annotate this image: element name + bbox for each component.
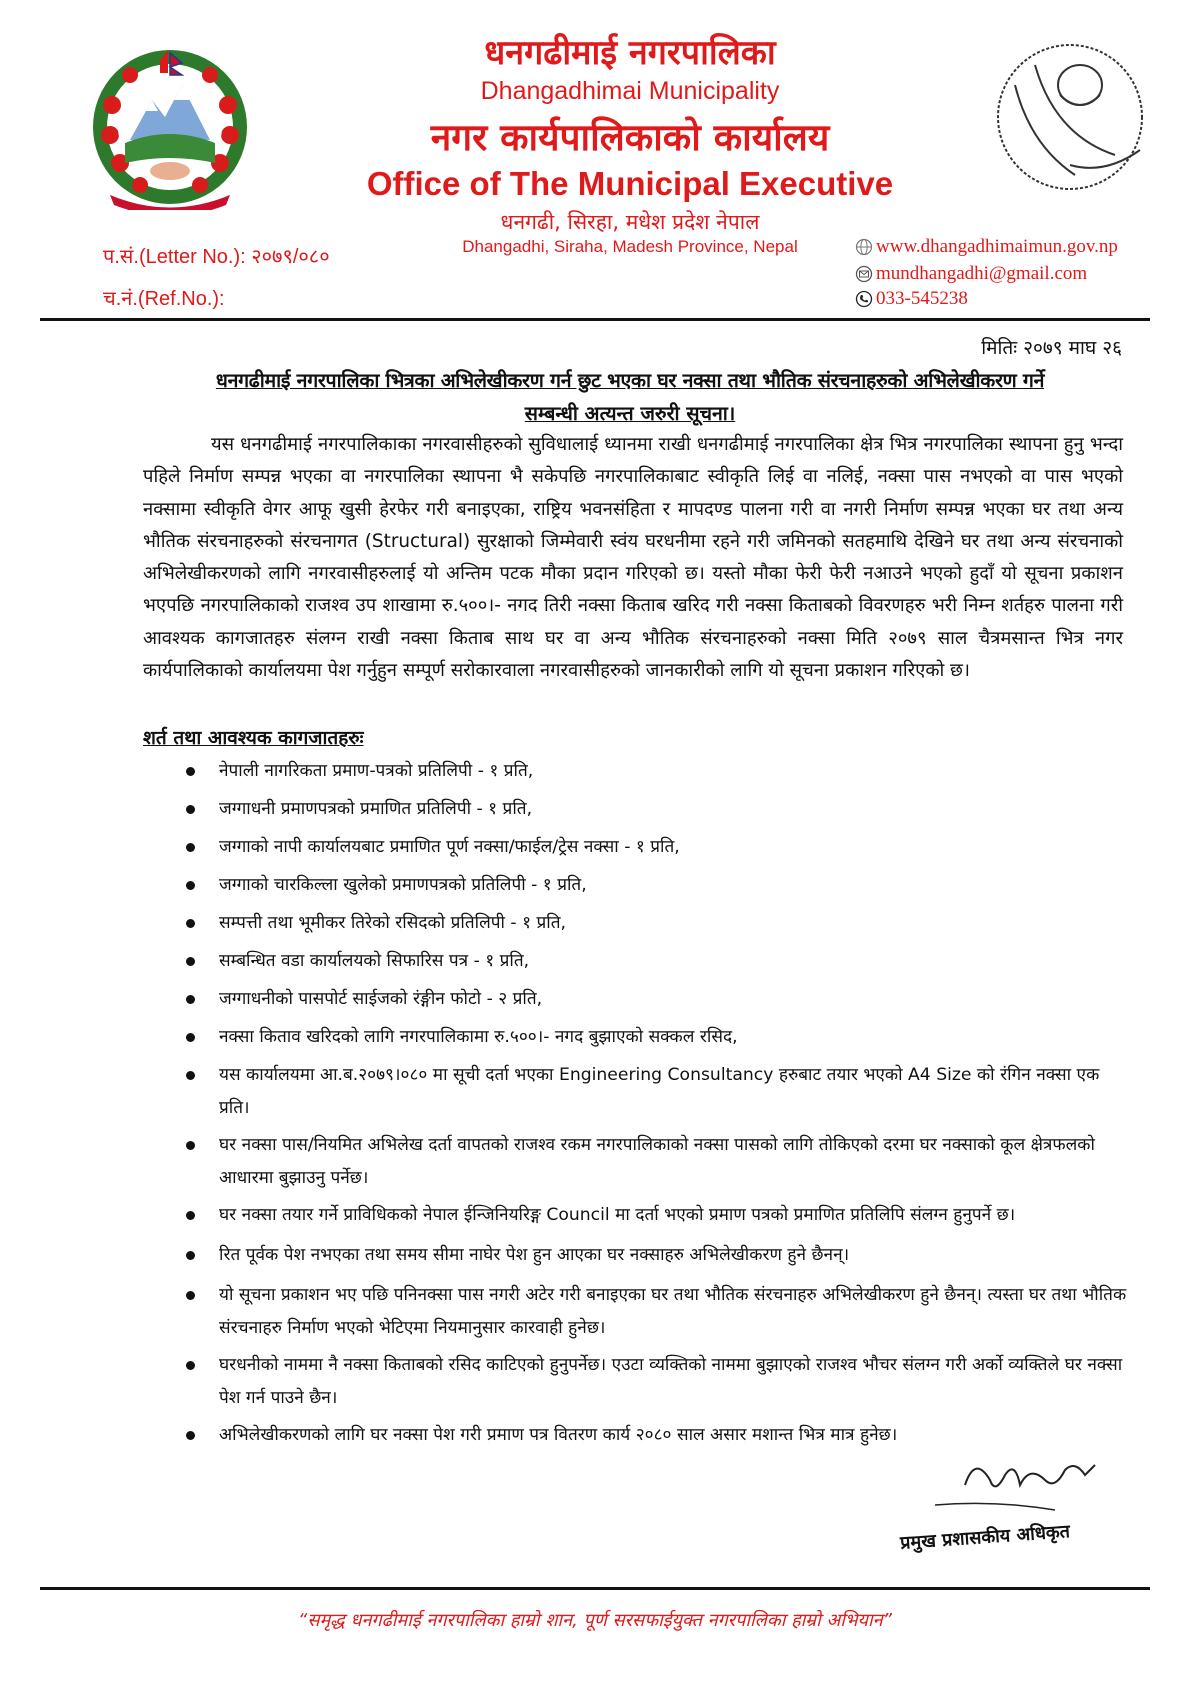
list-item: जग्गाधनी प्रमाणपत्रको प्रमाणित प्रतिलिपी - १ प्रति, — [180, 793, 1130, 826]
bullet-icon — [186, 919, 195, 928]
letterhead — [0, 0, 1190, 320]
website-link[interactable]: www.dhangadhimaimun.gov.np — [876, 236, 1118, 257]
bullet-icon — [186, 805, 195, 814]
email-link[interactable]: mundhangadhi@gmail.com — [876, 263, 1088, 284]
bullet-icon — [186, 1431, 195, 1440]
list-item: घरधनीको नाममा नै नक्सा किताबको रसिद काटिएको हुनुपर्नेछ। एउटा व्यक्तिको नाममा बुझाएको राजश्व भौचर संलग्न गरी अर्को व्यक्तिले घर नक्सा पेश गर्न पाउने छैन। — [180, 1349, 1130, 1414]
footer-motto: “समृद्ध धनगढीमाई नगरपालिका हाम्रो शान, पूर्ण सरसफाईयुक्त नगरपालिका हाम्रो अभियान” — [298, 1610, 892, 1631]
office-seal-stamp — [975, 25, 1165, 210]
globe-icon — [855, 238, 873, 256]
notice-title-line1: धनगढीमाई नगरपालिका भित्रका अभिलेखीकरण गर्न छुट भएका घर नक्सा तथा भौतिक संरचनाहरुको अभिलेखीकरण गर्ने — [215, 369, 1045, 392]
bullet-icon — [186, 1211, 195, 1220]
phone-number: 033-545238 — [876, 288, 968, 309]
notice-body-paragraph — [143, 429, 1123, 687]
bullet-icon — [186, 881, 195, 890]
bullet-icon — [186, 957, 195, 966]
bullet-icon — [186, 1361, 195, 1370]
list-item: यस कार्यालयमा आ.ब.२०७९।०८० मा सूची दर्ता भएका Engineering Consultancy हरुबाट तयार भएको A4 Size को रंगिन नक्सा एक प्रति। — [180, 1059, 1130, 1124]
list-item: जग्गाको नापी कार्यालयबाट प्रमाणित पूर्ण नक्सा/फाईल/ट्रेस नक्सा - १ प्रति, — [180, 831, 1130, 864]
signatory-title: प्रमुख प्रशासकीय अधिकृत — [899, 1521, 1071, 1554]
bullet-icon — [186, 767, 195, 776]
address-english: Dhangadhi, Siraha, Madesh Province, Nepal — [462, 237, 798, 256]
list-item: घर नक्सा तयार गर्ने प्राविधिकको नेपाल ईन्जिनियरिङ्ग Council मा दर्ता भएको प्रमाण पत्रको प्रमाणित प्रतिलिपि संलग्न हुनुपर्ने छ। — [180, 1199, 1130, 1232]
bullet-icon — [186, 1251, 195, 1260]
office-name-english: Office of The Municipal Executive — [366, 165, 894, 202]
header-divider — [40, 318, 1150, 321]
footer-divider — [40, 1587, 1150, 1590]
reference-number: च.नं.(Ref.No.): — [103, 288, 225, 310]
list-item: सम्पत्ती तथा भूमीकर तिरेको रसिदको प्रतिलिपी - १ प्रति, — [180, 907, 1130, 940]
list-item: रित पूर्वक पेश नभएका तथा समय सीमा नाघेर पेश हुन आएका घर नक्साहरु अभिलेखीकरण हुने छैनन्। — [180, 1239, 1130, 1272]
list-item: नेपाली नागरिकता प्रमाण-पत्रको प्रतिलिपी - १ प्रति, — [180, 755, 1130, 788]
list-item: सम्बन्धित वडा कार्यालयको सिफारिस पत्र - १ प्रति, — [180, 945, 1130, 978]
conditions-heading: शर्त तथा आवश्यक कागजातहरुः — [143, 727, 364, 749]
letter-number: प.सं.(Letter No.): २०७९/०८० — [103, 246, 330, 268]
mail-icon — [855, 265, 873, 283]
bullet-icon — [186, 1033, 195, 1042]
bullet-icon — [186, 1071, 195, 1080]
bullet-icon — [186, 995, 195, 1004]
phone-line — [855, 288, 968, 310]
website-line — [855, 236, 1118, 258]
notice-body-text: यस धनगढीमाई नगरपालिकाका नगरवासीहरुको सुविधालाई ध्यानमा राखी धनगढीमाई नगरपालिका क्षेत्र भित्र नगरपालिका स्थापना हुनु भन्दा पहिले निर्माण सम्पन्न भएका वा नगरपालिका स्थापना भै सकेपछि नगरपालिकाबाट स्वीकृति लिई वा नलिई, नक्सा पास नभएको वा पास भएको नक्सामा स्वीकृति वेगर आफू खुसी हेरफेर गरी बनाइएका, राष्ट्रिय भवनसंहिता र मापदण्ड पालना गरी वा नगरी निर्माण सम्पन्न भएका घर तथा अन्य भौतिक संरचनाहरुको संरचनागत (Structural) सुरक्षाको जिम्मेवारी स्वंय घरधनीमा रहने गरी जमिनको सतहमाथि देखिने घर तथा अन्य संरचनाको अभिलेखीकरणको लागि नगरवासीहरुलाई यो अन्तिम पटक मौका प्रदान गरिएको छ। यस्तो मौका फेरी फेरी नआउने भएको हुदाँ यो सूचना प्रकाशन भएपछि नगरपालिकाको राजश्व उप शाखामा रु.५००।- नगद तिरी नक्सा किताब खरिद गरी नक्सा किताबको विवरणहरु भरी निम्न शर्तहरु पालना गरी आवश्यक कागजातहरु संलग्न राखी नक्सा किताब साथ घर वा अन्य भौतिक संरचनाहरुको नक्सा मिति २०७९ साल चैत्रमसान्त भित्र नगर कार्यपालिकाको कार्यालयमा पेश गर्नुहुन सम्पूर्ण सरोकारवाला नगरवासीहरुको जानकारीको लागि यो सूचना प्रकाशन गरिएको छ। — [143, 434, 1123, 682]
list-item: नक्सा किताव खरिदको लागि नगरपालिकामा रु.५००।- नगद बुझाएको सक्कल रसिद, — [180, 1021, 1130, 1054]
nepal-emblem-logo — [90, 45, 250, 210]
address-nepali: धनगढी, सिरहा, मधेश प्रदेश नेपाल — [500, 210, 760, 234]
list-item: जग्गाधनीको पासपोर्ट साईजको रंङ्गीन फोटो - २ प्रति, — [180, 983, 1130, 1016]
phone-icon — [855, 290, 873, 308]
bullet-icon — [186, 1291, 195, 1300]
notice-date: मितिः २०७९ माघ २६ — [981, 337, 1122, 359]
list-item: जग्गाको चारकिल्ला खुलेको प्रमाणपत्रको प्रतिलिपी - १ प्रति, — [180, 869, 1130, 902]
bullet-icon — [186, 1141, 195, 1150]
bullet-icon — [186, 843, 195, 852]
notice-title-line2: सम्बन्धी अत्यन्त जरुरी सूचना। — [524, 402, 736, 425]
municipality-name-nepali: धनगढीमाई नगरपालिका — [484, 33, 776, 73]
office-name-nepali: नगर कार्यपालिकाको कार्यालय — [430, 116, 830, 159]
list-item: घर नक्सा पास/नियमित अभिलेख दर्ता वापतको राजश्व रकम नगरपालिकाको नक्सा पासको लागि तोकिएको दरमा घर नक्साको कूल क्षेत्रफलको आधारमा बुझाउनु पर्नेछ। — [180, 1129, 1130, 1194]
municipality-name-english: Dhangadhimai Municipality — [480, 77, 780, 105]
list-item: यो सूचना प्रकाशन भए पछि पनिनक्सा पास नगरी अटेर गरी बनाइएका घर तथा भौतिक संरचनाहरु अभिलेखीकरण हुने छैनन्। त्यस्ता घर तथा भौतिक संरचनाहरु निर्माण भएको भेटिएमा नियमानुसार कारवाही हुनेछ। — [180, 1279, 1130, 1344]
list-item: अभिलेखीकरणको लागि घर नक्सा पेश गरी प्रमाण पत्र वितरण कार्य २०८० साल असार मशान्त भित्र मात्र हुनेछ। — [180, 1419, 1130, 1452]
email-line — [855, 263, 1087, 285]
